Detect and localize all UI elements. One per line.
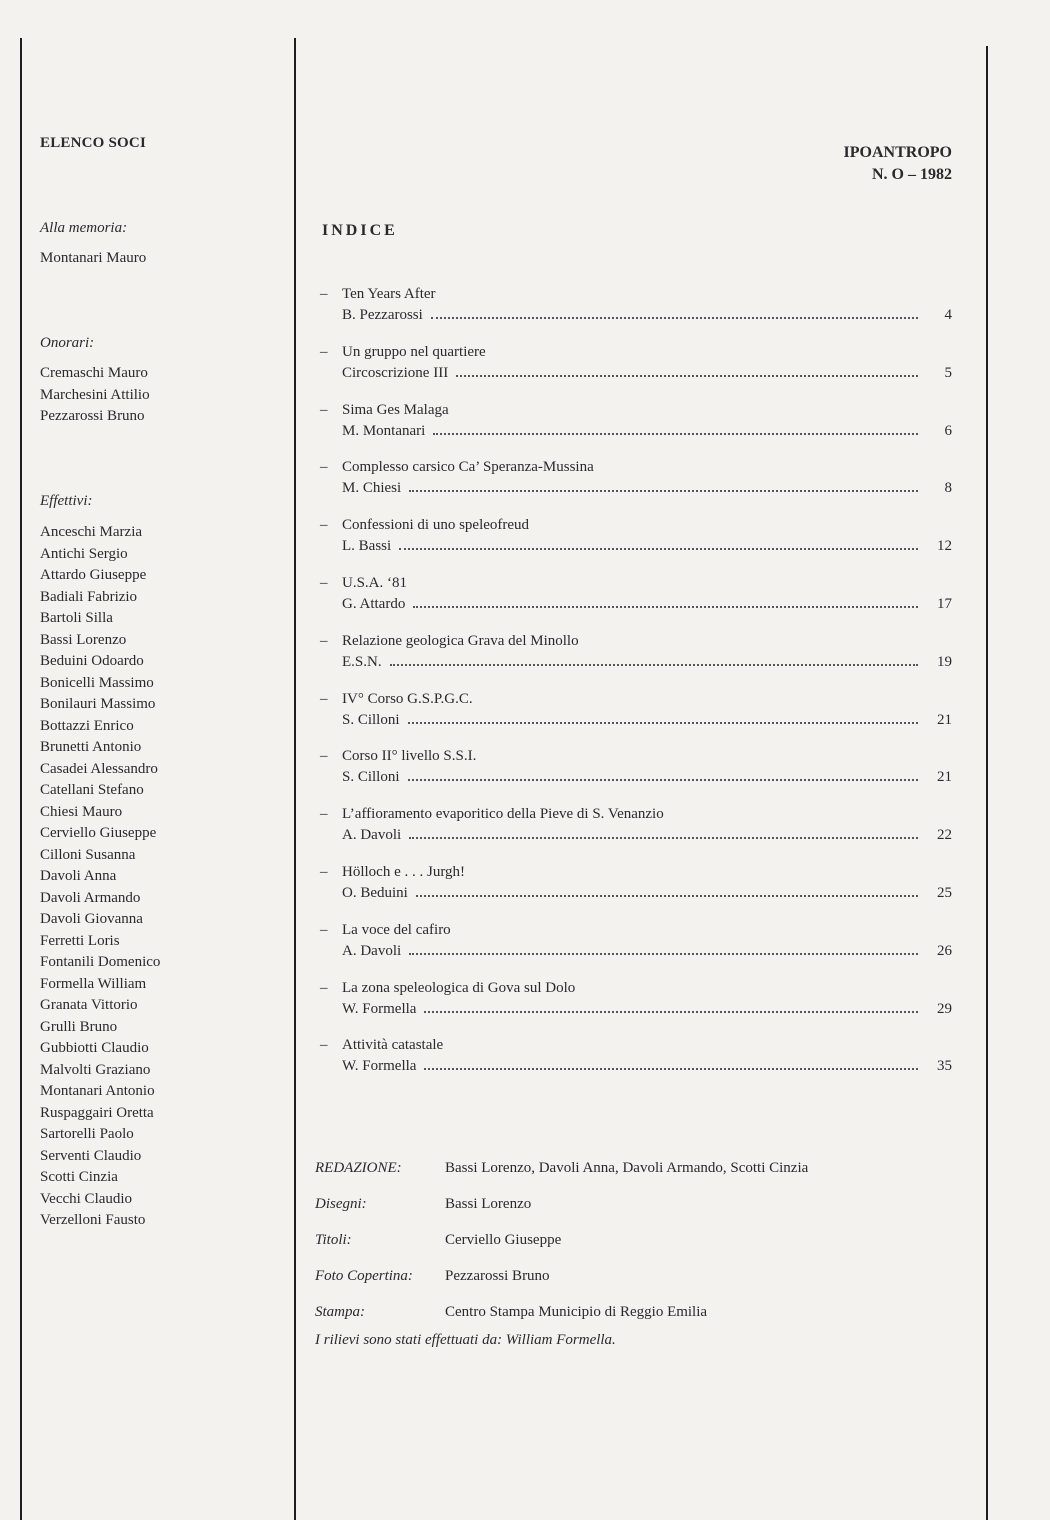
credit-value: Bassi Lorenzo, Davoli Anna, Davoli Armando, Scotti Cinzia xyxy=(445,1160,809,1176)
editorial-credits xyxy=(315,1160,955,1349)
member-name: Grulli Bruno xyxy=(40,1018,118,1035)
toc-entry-title xyxy=(320,286,436,303)
member-name: Pezzarossi Bruno xyxy=(40,408,145,424)
credit-label: Foto Copertina: xyxy=(315,1268,413,1284)
toc-author: M. Chiesi xyxy=(342,480,402,497)
toc-author: B. Pezzarossi xyxy=(342,307,423,323)
toc-dash: – xyxy=(320,574,328,591)
toc-entry-title xyxy=(320,575,407,592)
toc-dash: – xyxy=(320,459,328,476)
member-name: Davoli Giovanna xyxy=(40,911,143,927)
toc-entry xyxy=(320,633,952,691)
toc-entry xyxy=(320,691,952,749)
toc-page-number: 29 xyxy=(937,1000,952,1017)
toc-page-number: 8 xyxy=(944,480,952,497)
toc-entry-title xyxy=(320,402,449,419)
toc-entry xyxy=(320,806,952,864)
journal-name: IPOANTROPO xyxy=(843,144,952,161)
member-name: Ferretti Loris xyxy=(40,932,120,949)
toc-dash: – xyxy=(320,748,328,765)
member-name: Vecchi Claudio xyxy=(40,1190,133,1207)
index-title: INDICE xyxy=(322,222,398,239)
toc-title-text: Corso II° livello S.S.I. xyxy=(342,748,477,765)
credit-row xyxy=(315,1196,955,1232)
toc-title-text: Attività catastale xyxy=(342,1037,444,1054)
toc-leader-dots xyxy=(409,836,918,839)
member-name: Verzelloni Fausto xyxy=(40,1212,146,1228)
credit-value: Cerviello Giuseppe xyxy=(445,1232,562,1248)
credit-value: Pezzarossi Bruno xyxy=(445,1268,550,1284)
toc-page-number: 21 xyxy=(937,711,952,728)
toc-entry xyxy=(320,402,952,460)
toc-author: E.S.N. xyxy=(342,653,382,670)
toc-page-number: 21 xyxy=(937,769,952,786)
member-name: Malvolti Graziano xyxy=(40,1061,151,1078)
toc-dash: – xyxy=(320,343,328,360)
member-name: Cilloni Susanna xyxy=(40,846,136,863)
toc-title-text: IV° Corso G.S.P.G.C. xyxy=(342,690,473,707)
member-name: Beduini Odoardo xyxy=(40,653,144,669)
table-of-contents xyxy=(320,286,952,1095)
survey-credit: I rilievi sono stati effettuati da: William Formella. xyxy=(315,1332,616,1348)
toc-leader-dots xyxy=(399,547,918,550)
toc-dash: – xyxy=(320,979,328,996)
toc-leader-dots xyxy=(433,432,918,435)
left-margin-rule xyxy=(20,38,22,1520)
toc-entry-title xyxy=(320,980,575,997)
member-name: Sartorelli Paolo xyxy=(40,1126,134,1142)
toc-entry-title xyxy=(320,864,465,881)
toc-leader-dots xyxy=(390,663,918,666)
member-name: Marchesini Attilio xyxy=(40,386,150,403)
member-name: Brunetti Antonio xyxy=(40,739,142,755)
member-name: Serventi Claudio xyxy=(40,1147,142,1164)
toc-entry xyxy=(320,748,952,806)
toc-entry xyxy=(320,344,952,402)
member-name: Attardo Giuseppe xyxy=(40,567,147,583)
toc-entry xyxy=(320,864,952,922)
toc-entry xyxy=(320,459,952,517)
member-name: Chiesi Mauro xyxy=(40,803,123,820)
toc-title-text: U.S.A. ‘81 xyxy=(342,574,408,591)
member-name: Davoli Armando xyxy=(40,889,141,906)
member-name: Cremaschi Mauro xyxy=(40,365,148,381)
toc-leader-dots xyxy=(456,374,918,377)
toc-dash: – xyxy=(320,806,328,823)
toc-page-number: 6 xyxy=(944,422,952,439)
toc-title-text: Ten Years After xyxy=(342,286,436,302)
effettivi-list xyxy=(40,522,160,1232)
toc-author: A. Davoli xyxy=(342,827,402,844)
toc-entry-title xyxy=(320,748,476,765)
toc-title-text: Relazione geologica Grava del Minollo xyxy=(342,632,579,649)
member-name: Fontanili Domenico xyxy=(40,954,161,970)
member-name: Anceschi Marzia xyxy=(40,524,143,540)
toc-title-text: La voce del cafiro xyxy=(342,921,451,938)
credit-label: Disegni: xyxy=(315,1196,367,1212)
toc-title-text: Hölloch e . . . Jurgh! xyxy=(342,863,466,880)
toc-page-number: 19 xyxy=(937,653,952,670)
toc-leader-dots xyxy=(431,316,918,319)
members-title: ELENCO SOCI xyxy=(40,135,146,151)
toc-author: L. Bassi xyxy=(342,538,392,555)
toc-entry xyxy=(320,1037,952,1095)
toc-entry-title xyxy=(320,459,594,476)
column-divider-rule xyxy=(294,38,296,1520)
member-name: Bassi Lorenzo xyxy=(40,631,127,648)
toc-page-number: 17 xyxy=(937,595,952,612)
toc-dash: – xyxy=(320,517,328,534)
toc-leader-dots xyxy=(408,778,918,781)
right-margin-rule xyxy=(986,46,988,1520)
credit-row xyxy=(315,1232,955,1268)
toc-author: Circoscrizione III xyxy=(342,364,449,381)
toc-entry-title xyxy=(320,922,451,939)
toc-author: A. Davoli xyxy=(342,942,402,959)
toc-entry xyxy=(320,922,952,980)
toc-entry xyxy=(320,980,952,1038)
toc-dash: – xyxy=(320,690,328,707)
credit-label: REDAZIONE: xyxy=(315,1160,402,1176)
toc-author: G. Attardo xyxy=(342,595,406,612)
member-name: Davoli Anna xyxy=(40,868,117,884)
toc-leader-dots xyxy=(413,605,918,608)
member-name: Cerviello Giuseppe xyxy=(40,825,157,841)
credit-label: Stampa: xyxy=(315,1304,365,1320)
toc-page-number: 22 xyxy=(937,827,952,844)
toc-leader-dots xyxy=(409,489,918,492)
toc-title-text: Complesso carsico Ca’ Speranza-Mussina xyxy=(342,459,594,476)
toc-dash: – xyxy=(320,921,328,938)
toc-page-number: 12 xyxy=(937,538,952,555)
member-name: Granata Vittorio xyxy=(40,997,138,1013)
member-name: Bottazzi Enrico xyxy=(40,717,134,734)
toc-author: S. Cilloni xyxy=(342,769,400,786)
toc-entry xyxy=(320,575,952,633)
toc-page-number: 25 xyxy=(937,884,952,901)
toc-title-text: Sima Ges Malaga xyxy=(342,401,449,418)
toc-leader-dots xyxy=(416,894,918,897)
credit-value: Bassi Lorenzo xyxy=(445,1196,532,1212)
credit-label: Titoli: xyxy=(315,1232,352,1248)
member-name: Bonilauri Massimo xyxy=(40,696,156,712)
onorari-list xyxy=(40,363,150,428)
memoria-list xyxy=(40,248,146,270)
member-name: Badiali Fabrizio xyxy=(40,588,138,605)
journal-issue: N. O – 1982 xyxy=(872,166,952,183)
member-name: Antichi Sergio xyxy=(40,545,128,562)
credit-value: Centro Stampa Municipio di Reggio Emilia xyxy=(445,1304,708,1320)
onorari-label: Onorari: xyxy=(40,335,95,351)
toc-leader-dots xyxy=(424,1010,918,1013)
member-name: Montanari Antonio xyxy=(40,1083,155,1099)
toc-entry-title xyxy=(320,691,473,708)
toc-author: W. Formella xyxy=(342,1058,417,1075)
effettivi-label: Effettivi: xyxy=(40,493,93,509)
toc-title-text: La zona speleologica di Gova sul Dolo xyxy=(342,979,576,996)
toc-leader-dots xyxy=(424,1067,918,1070)
member-name: Casadei Alessandro xyxy=(40,760,158,777)
toc-entry-title xyxy=(320,517,529,534)
toc-entry-title xyxy=(320,1037,443,1054)
toc-dash: – xyxy=(320,632,328,649)
toc-entry-title xyxy=(320,633,579,650)
toc-dash: – xyxy=(320,1037,328,1054)
toc-entry xyxy=(320,286,952,344)
toc-author: O. Beduini xyxy=(342,884,408,901)
toc-dash: – xyxy=(320,863,328,880)
toc-author: S. Cilloni xyxy=(342,711,400,728)
toc-title-text: L’affioramento evaporitico della Pieve di S. Venanzio xyxy=(342,806,664,823)
toc-entry-title xyxy=(320,344,486,361)
member-name: Bartoli Silla xyxy=(40,610,113,626)
member-name: Scotti Cinzia xyxy=(40,1169,118,1185)
member-name: Bonicelli Massimo xyxy=(40,674,154,691)
toc-leader-dots xyxy=(409,952,918,955)
memoria-label: Alla memoria: xyxy=(40,220,128,236)
members-column xyxy=(40,135,285,1228)
toc-page-number: 4 xyxy=(944,307,952,323)
toc-author: W. Formella xyxy=(342,1000,417,1017)
credit-row xyxy=(315,1268,955,1304)
member-name: Ruspaggairi Oretta xyxy=(40,1104,154,1121)
toc-page-number: 35 xyxy=(937,1058,952,1075)
member-name: Gubbiotti Claudio xyxy=(40,1040,149,1056)
toc-entry-title xyxy=(320,806,664,823)
journal-header xyxy=(844,142,952,186)
toc-page-number: 5 xyxy=(944,364,952,381)
member-name: Formella William xyxy=(40,975,147,992)
toc-page-number: 26 xyxy=(937,942,952,959)
toc-leader-dots xyxy=(408,721,918,724)
member-name: Catellani Stefano xyxy=(40,782,144,798)
toc-title-text: Confessioni di uno speleofreud xyxy=(342,517,530,534)
toc-title-text: Un gruppo nel quartiere xyxy=(342,343,486,360)
toc-dash: – xyxy=(320,286,328,302)
member-name: Montanari Mauro xyxy=(40,250,147,266)
toc-author: M. Montanari xyxy=(342,422,426,439)
credit-row xyxy=(315,1160,955,1196)
toc-entry xyxy=(320,517,952,575)
toc-dash: – xyxy=(320,401,328,418)
